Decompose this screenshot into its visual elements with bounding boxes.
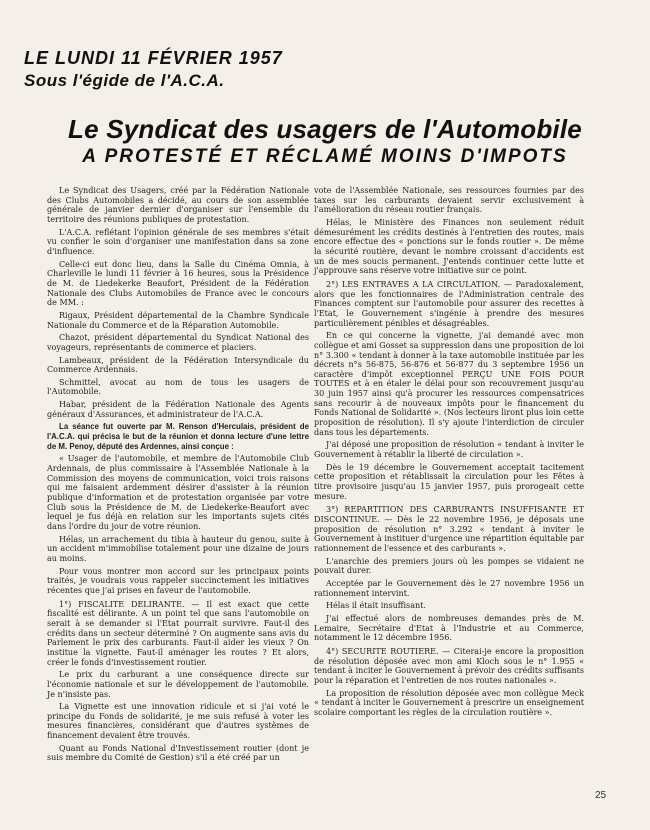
paragraph: J'ai déposé une proposition de résolution « tendant à inviter le Gouvernement à rétablir la liberté de circulation ». [314, 440, 584, 460]
article-title: Le Syndicat des usagers de l'Automobile [68, 114, 582, 144]
paragraph: Lambeaux, président de la Fédération Intersyndicale du Commerce Ardennais. [47, 355, 309, 375]
section-paragraph: 2°) LES ENTRAVES A LA CIRCULATION. — Paradoxalement, alors que les fonctionnaires de l'Administration centrale des Finances comptent sur l'automobile pour assurer des recettes à l'Etat, le Gouvernement s'ingénie à prendre des mesures particulièrement pénibles et désagréables. [314, 279, 584, 328]
paragraph: Quant au Fonds National d'Investissement routier (dont je suis membre du Comité de Gestion) s'il a été créé par un [47, 743, 309, 763]
right-column [314, 186, 584, 720]
event-date: LE LUNDI 11 FÉVRIER 1957 [24, 48, 283, 68]
paragraph: Habar, président de la Fédération Nationale des Agents généraux d'Assurances, et administrateur de l'A.C.A. [47, 400, 309, 419]
paragraph: Hélas, un arrachement du tibia à hauteur du genou, suite à un accident m'immobilise totalement pour une dizaine de jours au moins. [47, 534, 309, 563]
section-paragraph: 3°) REPARTITION DES CARBURANTS INSUFFISANTE ET DISCONTINUE. — Dès le 22 novembre 1956, je déposais une proposition de résolution n° 3.292 « tendant à inviter le Gouvernement à instituer d'urgence une répartition équitable par rationnement de l'essence et des carburants ». [314, 505, 584, 553]
paragraph: Le prix du carburant a une conséquence directe sur l'économie nationale et sur le développement de l'automobile. Je n'insiste pas. [47, 670, 309, 699]
paragraph: L'anarchie des premiers jours où les pompes se vidaient ne pouvait durer. [314, 556, 584, 576]
section-paragraph: 1°) FISCALITE DELIRANTE. — Il est exact que cette fiscalité est délirante. A un point tel que sans l'automobile on serait à se demander si l'Etat pourrait survivre. Faut-il des crédits dans un secteur déterminé ? On augmente sans avis du Parlement le prix des carburants. Faut-il aider les vieux ? On institue la vignette. Faut-il aménager les routes ? Et alors, créer le fonds d'investissement routier. [47, 599, 309, 667]
paragraph: Chazot, président départemental du Syndicat National des voyageurs, représentants de commerce et placiers. [47, 333, 309, 352]
section-paragraph: 4°) SECURITE ROUTIERE. — Citerai-je encore la proposition de résolution déposée avec mon ami Kloch sous le n° 1.955 « tendant à inciter le Gouvernement à prévoir des crédits suffisants pour la réparation et l'entretien de nos routes nationales ». [314, 646, 584, 685]
paragraph: Le Syndicat des Usagers, créé par la Fédération Nationale des Clubs Automobiles a décidé, au cours de son assemblée générale de janvier dernier d'organiser sur l'ensemble du territoire des réunions publiques de protestation. [47, 186, 309, 224]
paragraph: Hélas il était insuffisant. [326, 601, 426, 611]
aegis-line: Sous l'égide de l'A.C.A. [24, 71, 225, 90]
paragraph: Hélas, le Ministère des Finances non seulement réduit démesurément les crédits destinés à l'entretien des routes, mais encore effectue des « ponctions sur le fonds routier ». De même la sécurité routière, devant le nombre croissant d'accidents est un de mes soucis permanent. J'entends continuer cette lutte et j'approuve sans réserve votre initiative sur ce point. [314, 217, 584, 276]
paragraph: J'ai effectué alors de nombreuses demandes près de M. Lemaire, Secrétaire d'Etat à l'Industrie et au Commerce, notamment le 12 décembre 1956. [314, 613, 584, 643]
paragraph: En ce qui concerne la vignette, j'ai demandé avec mon collègue et ami Gosset sa suppression dans une proposition de loi n° 3.300 « tendant à donner à la taxe automobile instituée par les décrets n°s 56-875, 56-876 et 56-877 du 3 septembre 1956 un caractère d'impôt exceptionnel PERÇU UNE FOIS POUR TOUTES et à en étaler le délai pour son recouvrement jusqu'au 30 juin 1957 ainsi qu'à procurer les ressources compensatrices sans recourir à de nouveaux impôts pour le financement du Fonds National de Solidarité ». (Nos lecteurs liront plus loin cette proposition de résolution). Il s'y ajoute l'interdiction de circuler dans tous les départements. [314, 331, 584, 437]
paragraph: La proposition de résolution déposée avec mon collègue Meck « tendant à inciter le Gouvernement à prescrire un enseignement scolaire comportant les règles de la circulation routière ». [314, 688, 584, 717]
paragraph: Celle-ci eut donc lieu, dans la Salle du Cinéma Omnia, à Charleville le lundi 11 février à 16 heures, sous la Présidence de M. de Liedekerke Beaufort, Président de la Fédération Nationale des Clubs Automobiles de France avec le concours de MM. : [47, 259, 309, 308]
paragraph: Pour vous montrer mon accord sur les principaux points traités, je voudrais vous rappeler succinctement les initiatives récentes que j'ai prises en faveur de l'automobile. [47, 566, 309, 595]
paragraph: Rigaux, Président départemental de la Chambre Syndicale Nationale du Commerce et de la Réparation Automobile. [47, 310, 309, 330]
paragraph: La Vignette est une innovation ridicule et si j'ai voté le principe du Fonds de solidarité, je me suis refusé à voter les mesures financières, considérant que d'autres systèmes de financement devaient être trouvés. [47, 702, 309, 741]
paragraph: L'A.C.A. reflétant l'opinion générale de ses membres s'était vu confier le soin d'organiser une manifestation dans sa zone d'influence. [47, 227, 309, 256]
paragraph: « Usager de l'automobile, et membre de l'Automobile Club Ardennais, de plus commissaire à l'Assemblée Nationale à la Commission des moyens de communication, voici trois raisons qui me faisaient ardemment désirer d'assister à la réunion publique d'information et de protestation organisée par votre Club sous la Présidence de M. de Liedekerke-Beaufort avec lequel je fus déjà en relation sur les importants sujets cités dans l'ordre du jour de votre réunion. [47, 454, 309, 531]
article-subtitle: A PROTESTÉ ET RÉCLAMÉ MOINS D'IMPOTS [82, 146, 568, 167]
paragraph: Dès le 19 décembre le Gouvernement acceptait tacitement cette proposition et rétablissait la circulation pour les Fêtes à titre provisoire jusqu'au 15 janvier 1957, puis prorogeait cette mesure. [314, 462, 584, 501]
intro-paragraph: La séance fut ouverte par M. Renson d'Herculais, président de l'A.C.A. qui précisa le but de la réunion et donna lecture d'une lettre de M. Penoy, député des Ardennes, ainsi conçue : [47, 422, 309, 451]
paragraph: Acceptée par le Gouvernement dès le 27 novembre 1956 un rationnement intervint. [314, 578, 584, 598]
page-number: 25 [595, 790, 607, 801]
left-column [47, 186, 309, 766]
paragraph: Schmittel, avocat au nom de tous les usagers de l'Automobile. [47, 377, 309, 397]
paragraph: vote de l'Assemblée Nationale, ses ressources fournies par des taxes sur les carburants devaient servir exclusivement à l'amélioration du réseau routier français. [314, 186, 584, 215]
